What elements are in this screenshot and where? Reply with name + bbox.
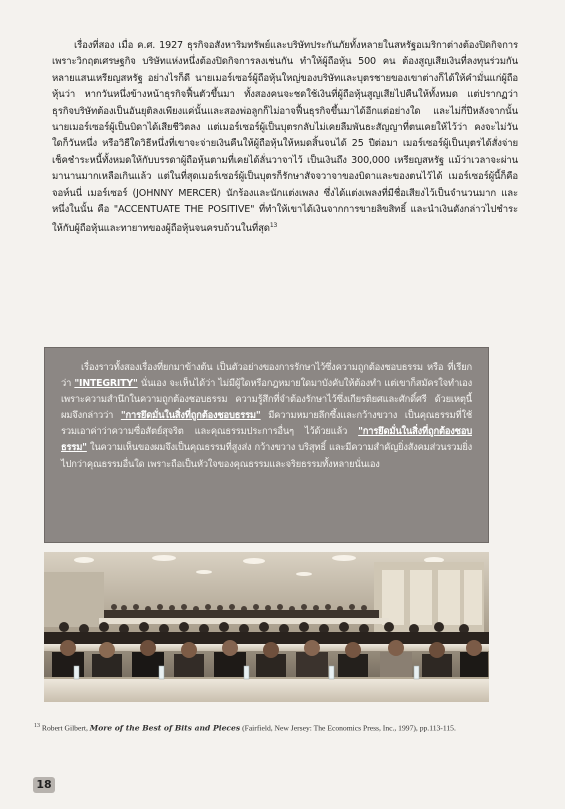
conference-photo — [44, 552, 489, 702]
conference-photo-image — [44, 552, 489, 702]
main-paragraph-text: เรื่องที่สอง เมื่อ ค.ศ. 1927 ธุรกิจอสังหาริมทรัพย์และบริษัทประกันภัยทั้งหลายในสหรัฐอเมริกาต่างต้องปิดกิจการ เพราะวิกฤตเศรษฐกิจ บริษัทแห่งหนึ่งต้องปิดกิจการลงเช่นกัน ทำให้ผู้ถือหุ้น 500 คน ต้องสูญเสียเงินที่ลงทุนร่วมกันหลายแสนเหรียญสหรัฐ อย่างไรก็ดี นายเมอร์เซอร์ผู้ถือหุ้นใหญ่ของบริษัทและบุตรชายของเขาต่างก็ได้ให้คำมั่นแก่ผู้ถือหุ้นว่า หากวันหนึ่งข้างหน้าธุรกิจฟื้นตัวขึ้นมา ทั้งสองคนจะชดใช้เงินที่ผู้ถือหุ้นสูญเสียไปคืนให้ทั้งหมด แต่ปรากฏว่าธุรกิจบริษัทต้องเป็นอันยุติลงเพียงแค่นั้นและสองพ่อลูกก็ไม่อาจฟื้นธุรกิจขึ้นมาได้อีกแต่อย่างใด และไม่กี่ปีหลังจากนั้นนายเมอร์เซอร์ผู้เป็นบิดาได้เสียชีวิตลง แต่เมอร์เซอร์ผู้เป็นบุตรกลับไม่เคยลืมพันธะสัญญาที่ตนเคยให้ไว้ว่า คงจะไม่วันใดก็วันหนึ่ง หรือวิธีใดวิธีหนึ่งที่เขาจะจ่ายเงินคืนให้ผู้ถือหุ้นให้หมดสิ้นจนได้ 25 ปีต่อมา เมอร์เซอร์ผู้เป็นบุตรได้สั่งจ่ายเช็คชำระหนี้ทั้งหมดให้กับบรรดาผู้ถือหุ้นตามที่เคยได้ลั่นวาจาไว้ เป็นเงินถึง 300,000 เหรียญสหรัฐ แม้ว่าเวลาจะผ่านมานานมากเหลือเกินแล้ว แต่ในที่สุดเมอร์เซอร์ผู้เป็นบุตรก็รักษาสัจจวาจาของบิดาและของตนไว้ได้ เมอร์เซอร์ผู้นี้ก็คือ จอห์นนี่ เมอร์เซอร์ (JOHNNY MERCER) นักร้องและนักแต่งเพลง ซึ่งได้แต่งเพลงที่มีชื่อเสียงไว้เป็นจำนวนมาก และหนึ่งในนั้น คือ "ACCENTUATE THE POSITIVE" ที่ทำให้เขาได้เงินจากการขายลิขสิทธิ์ และนำเงินดังกล่าวไปชำระให้กับผู้ถือหุ้นและทายาทของผู้ถือหุ้นจนครบถ้วนในที่สุด — [52, 40, 518, 235]
footnote-publisher: (Fairfield, New Jersey: The Economics Press, Inc., 1997), pp.113-115. — [242, 723, 456, 733]
quote-paragraph — [61, 360, 472, 473]
quote-highlight-integrity: "INTEGRITY" — [74, 378, 138, 390]
quote-highlight-1: "การยึดมั่นในสิ่งที่ถูกต้องชอบธรรม" — [120, 410, 261, 422]
footnote-number: 13 — [34, 723, 40, 729]
main-paragraph — [52, 38, 518, 238]
footnote-reference: 13 — [269, 222, 278, 230]
quote-part-4: ในความเห็นของผมจึงเป็นคุณธรรมที่สูงส่ง กว้างขวาง บริสุทธิ์ และมีความสำคัญยิ่งสังคมส่วนรวมยิ่งไปกว่าคุณธรรมอื่นใด เพราะถือเป็นหัวใจของคุณธรรมและจริยธรรมทั้งหลายนั่นเอง — [61, 442, 472, 470]
quote-box — [44, 347, 489, 543]
footnote — [34, 723, 534, 733]
quote-part-1: เรื่องราวทั้งสองเรื่องที่ยกมาข้างต้น เป็นตัวอย่างของการรักษาไว้ซึ่งความถูกต้องชอบธรรม หรือ ที่เรียกว่า — [61, 362, 472, 390]
footnote-book-title: More of the Best of Bits and Pieces — [89, 723, 241, 733]
page-number: 18 — [33, 777, 55, 793]
quote-highlight-2: "การยึดมั่นในสิ่งที่ถูกต้องชอบธรรม" — [61, 426, 472, 454]
quote-part-2: นั่นเอง จะเห็นได้ว่า ไม่มีผู้ใดหรือกฎหมายใดมาบังคับให้ต้องทำ แต่เขาก็สมัครใจทำเองเพราะความสำนึกในความถูกต้องชอบธรรม ความรู้สึกที่จำต้องรักษาไว้ซึ่งเกียรติยศและศักดิ์ศรี ด้วยเหตุนี้ ผมจึงกล่าวว่า — [61, 378, 472, 422]
quote-part-3: มีความหมายลึกซึ้งและกว้างขวาง เป็นคุณธรรมที่ใช้รวมเอาค่าว่าความซื่อสัตย์สุจริต และคุณธรรมประการอื่นๆ ไว้ด้วยแล้ว — [61, 410, 472, 438]
footnote-author: Robert Gilbert, — [41, 723, 88, 733]
